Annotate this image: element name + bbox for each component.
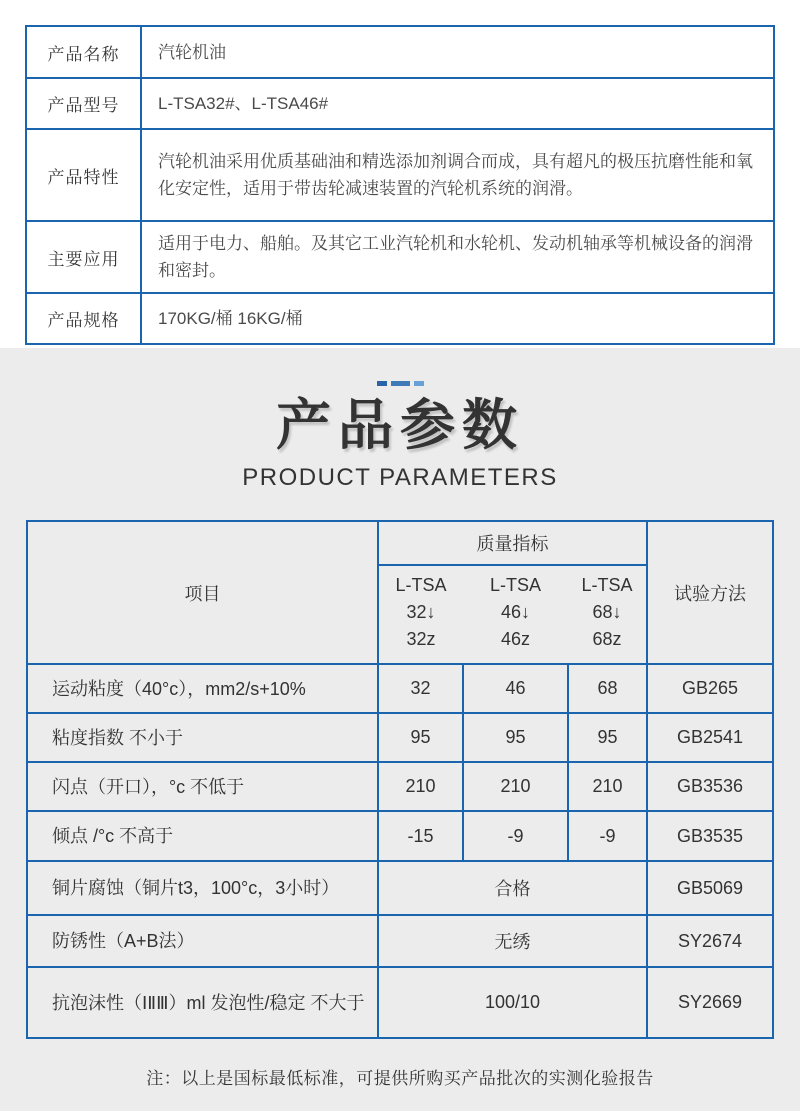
header-test-method: 试验方法 xyxy=(647,521,773,664)
grade-line: L-TSA xyxy=(489,575,541,595)
header-grade-46 xyxy=(463,565,568,664)
param-value: 32 xyxy=(378,664,463,713)
param-merged-value: 合格 xyxy=(378,861,647,915)
param-label: 铜片腐蚀（铜片t3，100°c，3小时） xyxy=(27,861,378,915)
param-method: GB3536 xyxy=(647,762,773,811)
param-merged-value: 无绣 xyxy=(378,915,647,967)
param-merged-value: 100/10 xyxy=(378,967,647,1038)
grade-line: 68↓ xyxy=(592,602,622,622)
grade-line: L-TSA xyxy=(395,575,447,595)
param-row-copper-corrosion xyxy=(27,861,773,915)
info-label-specs: 产品规格 xyxy=(26,293,141,344)
grade-line: 32↓ xyxy=(406,602,436,622)
param-row-rust-prevention xyxy=(27,915,773,967)
parameters-table xyxy=(26,520,774,1039)
param-row-flash-point xyxy=(27,762,773,811)
header-quality-index: 质量指标 xyxy=(378,521,647,565)
info-row-specs xyxy=(26,293,774,344)
param-label: 抗泡沫性（ⅠⅡⅢ）ml 发泡性/稳定 不大于 xyxy=(27,967,378,1038)
param-value: 95 xyxy=(463,713,568,762)
param-method: GB2541 xyxy=(647,713,773,762)
title-dashes-icon xyxy=(0,381,800,386)
param-label: 防锈性（A+B法） xyxy=(27,915,378,967)
info-label-model: 产品型号 xyxy=(26,78,141,129)
param-value: 95 xyxy=(568,713,647,762)
param-row-viscosity xyxy=(27,664,773,713)
param-row-viscosity-index xyxy=(27,713,773,762)
info-row-model xyxy=(26,78,774,129)
params-header-row-1 xyxy=(27,521,773,565)
dash-light-icon xyxy=(414,381,424,386)
product-info-table xyxy=(25,25,775,345)
param-value: -9 xyxy=(568,811,647,861)
param-method: SY2669 xyxy=(647,967,773,1038)
param-value: -9 xyxy=(463,811,568,861)
footnote: 注：以上是国标最低标准，可提供所购买产品批次的实测化验报告 xyxy=(146,1069,654,1088)
param-value: 210 xyxy=(463,762,568,811)
param-label: 倾点 /°c 不高于 xyxy=(27,811,378,861)
param-value: 95 xyxy=(378,713,463,762)
dash-dark-icon xyxy=(377,381,387,386)
param-label: 粘度指数 不小于 xyxy=(27,713,378,762)
param-value: -15 xyxy=(378,811,463,861)
grade-line: 46↓ xyxy=(500,602,530,622)
info-value-features: 汽轮机油采用优质基础油和精选添加剂调合而成，具有超凡的极压抗磨性能和氧化安定性，适用于带齿轮减速装置的汽轮机系统的润滑。 xyxy=(141,129,774,221)
grade-line: 46z xyxy=(500,629,530,649)
param-label: 运动粘度（40°c），mm2/s+10% xyxy=(27,664,378,713)
param-value: 46 xyxy=(463,664,568,713)
info-label-name: 产品名称 xyxy=(26,26,141,78)
header-grade-68 xyxy=(568,565,647,664)
grade-line: 68z xyxy=(592,629,622,649)
param-method: GB3535 xyxy=(647,811,773,861)
info-value-specs: 170KG/桶 16KG/桶 xyxy=(141,293,774,344)
param-method: GB265 xyxy=(647,664,773,713)
param-method: SY2674 xyxy=(647,915,773,967)
info-row-features xyxy=(26,129,774,221)
dash-mid-icon xyxy=(391,381,410,386)
param-value: 210 xyxy=(568,762,647,811)
info-label-applications: 主要应用 xyxy=(26,221,141,293)
param-value: 210 xyxy=(378,762,463,811)
info-value-model: L-TSA32#、L-TSA46# xyxy=(141,78,774,129)
grade-line: L-TSA xyxy=(581,575,633,595)
header-grade-32 xyxy=(378,565,463,664)
info-label-features: 产品特性 xyxy=(26,129,141,221)
section-subtitle: PRODUCT PARAMETERS xyxy=(242,464,558,491)
info-row-name xyxy=(26,26,774,78)
info-row-applications xyxy=(26,221,774,293)
param-value: 68 xyxy=(568,664,647,713)
header-item: 项目 xyxy=(27,521,378,664)
product-info-section xyxy=(0,0,800,348)
param-method: GB5069 xyxy=(647,861,773,915)
param-row-pour-point xyxy=(27,811,773,861)
param-row-anti-foam xyxy=(27,967,773,1038)
grade-line: 32z xyxy=(406,629,436,649)
param-label: 闪点（开口），°c 不低于 xyxy=(27,762,378,811)
section-title: 产品参数 xyxy=(275,394,524,456)
info-value-name: 汽轮机油 xyxy=(141,26,774,78)
info-value-applications: 适用于电力、船舶。及其它工业汽轮机和水轮机、发动机轴承等机械设备的润滑和密封。 xyxy=(141,221,774,293)
parameters-section xyxy=(0,348,800,1089)
